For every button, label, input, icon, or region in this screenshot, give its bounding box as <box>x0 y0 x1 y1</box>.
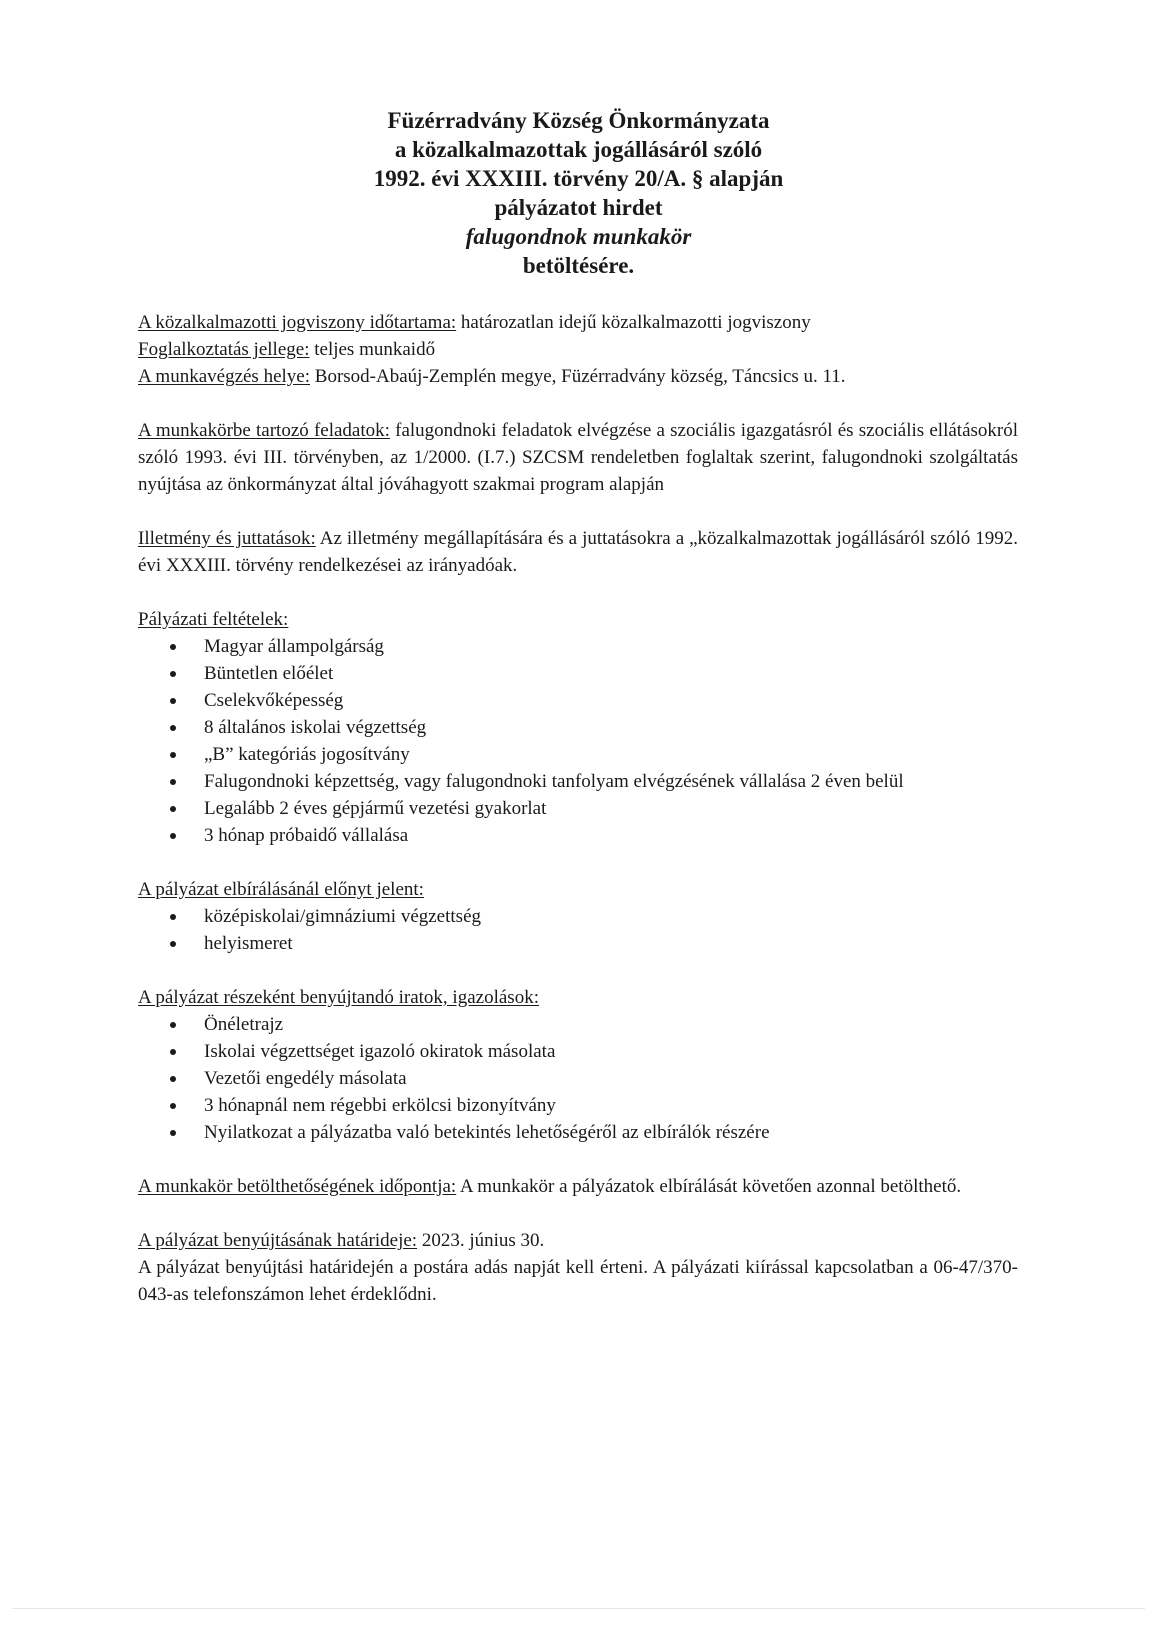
header-line-announcement: pályázatot hirdet <box>494 195 663 220</box>
list-item: Magyar állampolgárság <box>204 633 1018 660</box>
deadline-section <box>138 1227 1018 1308</box>
deadline-label: A pályázat benyújtásának határideje: <box>138 1230 418 1251</box>
list-item: helyismeret <box>204 930 1018 957</box>
requirements-heading <box>138 606 1018 633</box>
duties-label: A munkakörbe tartozó feladatok: <box>138 420 390 441</box>
list-item: Cselekvőképesség <box>204 687 1018 714</box>
duration-label: A közalkalmazotti jogviszony időtartama: <box>138 312 457 333</box>
start-date-paragraph <box>138 1173 1018 1200</box>
duration-paragraph <box>138 309 1018 336</box>
advantages-heading <box>138 876 1018 903</box>
start-date-label: A munkakör betölthetőségének időpontja: <box>138 1176 457 1197</box>
list-item: 3 hónapnál nem régebbi erkölcsi bizonyítvány <box>204 1092 1018 1119</box>
list-item: 3 hónap próbaidő vállalása <box>204 822 1018 849</box>
documents-label: A pályázat részeként benyújtandó iratok, igazolások: <box>138 987 539 1008</box>
documents-list <box>138 1011 1018 1146</box>
advantages-list <box>138 903 1018 957</box>
list-item: Büntetlen előélet <box>204 660 1018 687</box>
workplace-value: Borsod-Abaúj-Zemplén megye, Füzérradvány község, Táncsics u. 11. <box>310 366 846 387</box>
list-item: 8 általános iskolai végzettség <box>204 714 1018 741</box>
salary-text: Az illetmény megállapítására és a juttatásokra a „közalkalmazottak jogállásáról szóló 1992. évi XXXIII. törvény rendelkezései az irányadóak. <box>138 528 1019 576</box>
list-item: Iskolai végzettséget igazoló okiratok másolata <box>204 1038 1018 1065</box>
requirements-section <box>138 606 1018 849</box>
list-item: középiskolai/gimnáziumi végzettség <box>204 903 1018 930</box>
list-item: Falugondnoki képzettség, vagy falugondnoki tanfolyam elvégzésének vállalása 2 éven belül <box>204 768 1018 795</box>
duties-text: falugondnoki feladatok elvégzése a szociális igazgatásról és szociális ellátásokról szóló 1993. évi III. törvényben, az 1/2000. (I.7.) SZCSM rendeletben foglaltak szerint, falugondnoki szolgáltatás nyújtása az önkormányzat által jóváhagyott szakmai program alapján <box>138 420 1019 495</box>
workplace-label: A munkavégzés helye: <box>138 366 311 387</box>
deadline-paragraph <box>138 1227 1018 1254</box>
header-line-municipality: Füzérradvány Község Önkormányzata <box>387 108 770 133</box>
scan-edge-line <box>12 1608 1145 1609</box>
employment-section <box>138 309 1018 390</box>
documents-section <box>138 984 1018 1146</box>
documents-heading <box>138 984 1018 1011</box>
salary-label: Illetmény és juttatások: <box>138 528 316 549</box>
start-date-text: A munkakör a pályázatok elbírálását követően azonnal betölthető. <box>456 1176 962 1197</box>
document-header <box>0 106 1157 280</box>
salary-paragraph <box>138 525 1018 579</box>
list-item: Nyilatkozat a pályázatba való betekintés lehetőségéről az elbírálók részére <box>204 1119 1018 1146</box>
duration-value: határozatlan idejű közalkalmazotti jogviszony <box>456 312 811 333</box>
requirements-label: Pályázati feltételek: <box>138 609 289 630</box>
advantages-label: A pályázat elbírálásánál előnyt jelent: <box>138 879 424 900</box>
deadline-value: 2023. június 30. <box>417 1230 545 1251</box>
header-line-law-title: a közalkalmazottak jogállásáról szóló <box>394 137 763 162</box>
requirements-list <box>138 633 1018 849</box>
employment-type-paragraph <box>138 336 1018 363</box>
document-body <box>138 309 1018 1308</box>
advantages-section <box>138 876 1018 957</box>
list-item: Legalább 2 éves gépjármű vezetési gyakorlat <box>204 795 1018 822</box>
header-line-position: falugondnok munkakör <box>465 224 692 249</box>
list-item: Önéletrajz <box>204 1011 1018 1038</box>
header-line-filling: betöltésére. <box>522 253 635 278</box>
deadline-details: A pályázat benyújtási határidején a postára adás napját kell érteni. A pályázati kiírással kapcsolatban a 06-47/370-043-as telefonszámon lehet érdeklődni. <box>138 1257 1018 1305</box>
employment-type-label: Foglalkoztatás jellege: <box>138 339 310 360</box>
header-line-law-reference: 1992. évi XXXIII. törvény 20/A. § alapján <box>373 166 784 191</box>
workplace-paragraph <box>138 363 1018 390</box>
employment-type-value: teljes munkaidő <box>309 339 436 360</box>
list-item: Vezetői engedély másolata <box>204 1065 1018 1092</box>
list-item: „B” kategóriás jogosítvány <box>204 741 1018 768</box>
duties-paragraph <box>138 417 1018 498</box>
